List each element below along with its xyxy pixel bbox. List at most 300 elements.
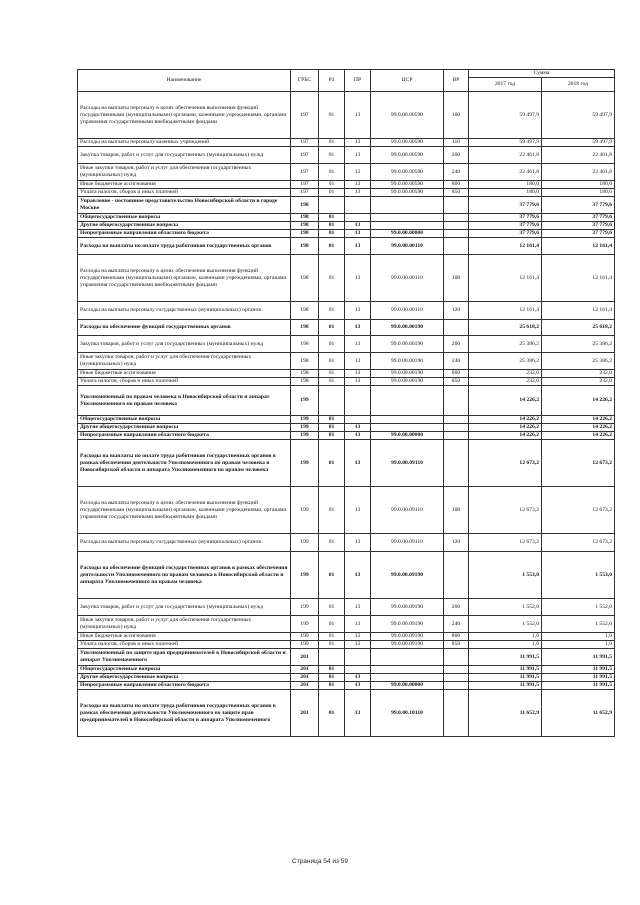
table-cell-rz: 01 bbox=[319, 238, 345, 255]
table-cell-vr bbox=[444, 222, 469, 230]
table-cell-grbs: 199 bbox=[291, 487, 319, 534]
header-vr: ВР bbox=[444, 70, 469, 92]
table-row bbox=[78, 666, 615, 674]
table-cell-name: Иные бюджетные ассигнования bbox=[78, 181, 291, 189]
table-row bbox=[78, 92, 615, 139]
table-cell-rz: 01 bbox=[319, 674, 345, 682]
table-cell-csr: 99.0.00.09190 bbox=[371, 616, 444, 633]
table-cell-csr: 99.0.00.09190 bbox=[371, 599, 444, 616]
table-cell-name: Расходы на обеспечение функций государственных органов bbox=[78, 320, 291, 336]
table-cell-pr: 13 bbox=[345, 353, 371, 370]
table-cell-pr: 13 bbox=[345, 189, 371, 197]
table-cell-vr: 120 bbox=[444, 302, 469, 320]
table-cell-grbs: 199 bbox=[291, 440, 319, 487]
table-cell-csr: 99.0.00.00110 bbox=[371, 302, 444, 320]
table-cell-pr: 13 bbox=[345, 255, 371, 302]
table-cell-pr: 13 bbox=[345, 552, 371, 599]
table-cell-2017: 37 779,6 bbox=[469, 197, 542, 214]
table-cell-vr bbox=[444, 440, 469, 487]
table-cell-grbs: 201 bbox=[291, 690, 319, 737]
table-cell-2018: 1 552,0 bbox=[542, 599, 615, 616]
table-cell-2017: 180,0 bbox=[469, 189, 542, 197]
table-row bbox=[78, 487, 615, 534]
table-cell-vr bbox=[444, 230, 469, 238]
table-cell-vr: 240 bbox=[444, 616, 469, 633]
table-cell-rz: 01 bbox=[319, 552, 345, 599]
table-row bbox=[78, 181, 615, 189]
table-cell-2018: 11 991,5 bbox=[542, 649, 615, 666]
table-row bbox=[78, 534, 615, 552]
table-cell-2017: 14 226,2 bbox=[469, 416, 542, 424]
table-cell-csr: 99.0.00.00000 bbox=[371, 432, 444, 440]
table-row bbox=[78, 616, 615, 633]
table-cell-pr: 13 bbox=[345, 302, 371, 320]
table-cell-name: Расходы на выплаты персоналу в целях обеспечения выполнения функций государственными (муниципальными) органами, казенными учреждениями, органами управления государственными внебюджетными фондами bbox=[78, 92, 291, 139]
table-cell-pr: 13 bbox=[345, 222, 371, 230]
table-cell-2017: 12 673,2 bbox=[469, 440, 542, 487]
table-row bbox=[78, 386, 615, 416]
table-cell-grbs: 198 bbox=[291, 238, 319, 255]
table-cell-2018: 14 226,2 bbox=[542, 386, 615, 416]
table-cell-name: Иные бюджетные ассигнования bbox=[78, 370, 291, 378]
table-cell-csr: 99.0.00.09110 bbox=[371, 487, 444, 534]
table-cell-rz: 01 bbox=[319, 255, 345, 302]
table-cell-2018: 11 652,9 bbox=[542, 690, 615, 737]
table-row bbox=[78, 320, 615, 336]
table-cell-csr: 99.0.00.09190 bbox=[371, 641, 444, 649]
table-cell-grbs: 197 bbox=[291, 139, 319, 147]
table-cell-csr bbox=[371, 666, 444, 674]
table-cell-name: Расходы на выплаты по оплате труда работников государственных органов в рамках обеспечения деятельности Уполномоченного по правам человека в Новосибирской области и аппарата Уполномоченного по правам человека bbox=[78, 440, 291, 487]
table-cell-grbs: 198 bbox=[291, 336, 319, 353]
table-row bbox=[78, 599, 615, 616]
table-cell-2017: 22 461,8 bbox=[469, 164, 542, 181]
table-cell-name: Непрограммные направления областного бюджета bbox=[78, 230, 291, 238]
table-cell-vr: 200 bbox=[444, 147, 469, 164]
table-cell-grbs: 197 bbox=[291, 181, 319, 189]
table-row bbox=[78, 378, 615, 386]
table-row bbox=[78, 302, 615, 320]
table-cell-2018: 59 497,9 bbox=[542, 92, 615, 139]
table-cell-pr bbox=[345, 649, 371, 666]
table-cell-2018: 25 386,2 bbox=[542, 336, 615, 353]
table-cell-pr bbox=[345, 197, 371, 214]
table-cell-name: Закупка товаров, работ и услуг для государственных (муниципальных) нужд bbox=[78, 599, 291, 616]
table-cell-2017: 1 553,0 bbox=[469, 552, 542, 599]
table-row bbox=[78, 416, 615, 424]
table-cell-name: Расходы на выплаты персоналу государственных (муниципальных) органов bbox=[78, 534, 291, 552]
table-cell-grbs: 199 bbox=[291, 633, 319, 641]
table-row bbox=[78, 255, 615, 302]
table-row bbox=[78, 238, 615, 255]
table-cell-2017: 232,0 bbox=[469, 378, 542, 386]
table-cell-grbs: 201 bbox=[291, 666, 319, 674]
budget-table bbox=[77, 69, 615, 737]
table-cell-name: Уплата налогов, сборов и иных платежей bbox=[78, 641, 291, 649]
table-cell-pr: 13 bbox=[345, 92, 371, 139]
table-cell-rz bbox=[319, 386, 345, 416]
table-cell-2018: 232,0 bbox=[542, 370, 615, 378]
table-cell-rz bbox=[319, 197, 345, 214]
table-cell-csr bbox=[371, 424, 444, 432]
table-cell-name: Иные закупки товаров, работ и услуг для обеспечения государственных (муниципальных) нужд bbox=[78, 353, 291, 370]
table-cell-csr: 99.0.00.09110 bbox=[371, 440, 444, 487]
table-cell-name: Расходы на выплаты персоналу в целях обеспечения выполнения функций государственными (муниципальными) органами, казенными учреждениями, органами управления государственными внебюджетными фондами bbox=[78, 487, 291, 534]
table-cell-rz: 01 bbox=[319, 378, 345, 386]
table-cell-rz: 01 bbox=[319, 92, 345, 139]
table-row bbox=[78, 230, 615, 238]
table-cell-vr: 850 bbox=[444, 641, 469, 649]
table-row bbox=[78, 682, 615, 690]
table-cell-grbs: 199 bbox=[291, 416, 319, 424]
table-cell-name: Уплата налогов, сборов и иных платежей bbox=[78, 189, 291, 197]
table-cell-name: Уплата налогов, сборов и иных платежей bbox=[78, 378, 291, 386]
table-cell-pr bbox=[345, 386, 371, 416]
table-cell-csr: 99.0.00.09190 bbox=[371, 633, 444, 641]
table-cell-pr: 13 bbox=[345, 238, 371, 255]
table-cell-grbs: 198 bbox=[291, 214, 319, 222]
table-cell-pr: 13 bbox=[345, 641, 371, 649]
header-2018: 2018 год bbox=[542, 78, 615, 92]
table-cell-2017: 59 497,9 bbox=[469, 139, 542, 147]
table-cell-rz: 01 bbox=[319, 599, 345, 616]
table-cell-vr bbox=[444, 649, 469, 666]
table-cell-pr: 13 bbox=[345, 633, 371, 641]
table-cell-2018: 1 553,0 bbox=[542, 552, 615, 599]
table-cell-2017: 37 779,6 bbox=[469, 222, 542, 230]
table-row bbox=[78, 552, 615, 599]
header-rz: РЗ bbox=[319, 70, 345, 92]
table-cell-2018: 12 161,4 bbox=[542, 255, 615, 302]
table-cell-csr: 99.0.00.00190 bbox=[371, 336, 444, 353]
table-cell-rz bbox=[319, 649, 345, 666]
table-row bbox=[78, 649, 615, 666]
table-cell-rz: 01 bbox=[319, 370, 345, 378]
table-cell-name: Расходы на выплаты по оплате труда работников государственных органов в рамках обеспечения деятельности Уполномоченного по защите прав предпринимателей в Новосибирской области и аппарата Уполномоченного bbox=[78, 690, 291, 737]
table-row bbox=[78, 633, 615, 641]
table-cell-grbs: 199 bbox=[291, 641, 319, 649]
table-cell-pr: 13 bbox=[345, 487, 371, 534]
table-cell-grbs: 198 bbox=[291, 353, 319, 370]
table-cell-name: Другие общегосударственные вопросы bbox=[78, 674, 291, 682]
table-cell-2018: 12 673,2 bbox=[542, 534, 615, 552]
table-cell-vr: 200 bbox=[444, 336, 469, 353]
table-cell-grbs: 201 bbox=[291, 674, 319, 682]
table-cell-2017: 1 552,0 bbox=[469, 599, 542, 616]
table-cell-grbs: 199 bbox=[291, 386, 319, 416]
table-cell-rz: 01 bbox=[319, 164, 345, 181]
table-cell-2017: 180,0 bbox=[469, 181, 542, 189]
table-cell-grbs: 198 bbox=[291, 302, 319, 320]
table-cell-grbs: 198 bbox=[291, 320, 319, 336]
table-cell-2018: 37 779,6 bbox=[542, 230, 615, 238]
table-cell-csr: 99.0.00.00000 bbox=[371, 230, 444, 238]
table-cell-csr bbox=[371, 416, 444, 424]
table-row bbox=[78, 189, 615, 197]
table-cell-vr bbox=[444, 552, 469, 599]
header-csr: ЦСР bbox=[371, 70, 444, 92]
table-cell-vr: 240 bbox=[444, 353, 469, 370]
table-cell-name: Общегосударственные вопросы bbox=[78, 666, 291, 674]
table-body bbox=[78, 92, 615, 737]
table-cell-2017: 1,0 bbox=[469, 641, 542, 649]
table-cell-csr bbox=[371, 197, 444, 214]
table-cell-2018: 37 779,6 bbox=[542, 222, 615, 230]
table-cell-csr: 99.0.00.00110 bbox=[371, 238, 444, 255]
table-cell-csr: 99.0.00.09110 bbox=[371, 534, 444, 552]
table-row bbox=[78, 424, 615, 432]
table-cell-rz: 01 bbox=[319, 214, 345, 222]
table-cell-name: Иные бюджетные ассигнования bbox=[78, 633, 291, 641]
table-cell-grbs: 201 bbox=[291, 649, 319, 666]
table-cell-grbs: 198 bbox=[291, 222, 319, 230]
table-cell-pr: 13 bbox=[345, 181, 371, 189]
table-cell-vr bbox=[444, 214, 469, 222]
document-page bbox=[77, 69, 614, 737]
table-cell-2018: 1 552,0 bbox=[542, 616, 615, 633]
table-cell-2017: 12 673,2 bbox=[469, 487, 542, 534]
table-cell-vr bbox=[444, 416, 469, 424]
table-cell-2017: 14 226,2 bbox=[469, 432, 542, 440]
header-grbs: ГРБС bbox=[291, 70, 319, 92]
table-cell-2017: 12 673,2 bbox=[469, 534, 542, 552]
table-cell-pr: 13 bbox=[345, 690, 371, 737]
table-cell-grbs: 201 bbox=[291, 682, 319, 690]
table-cell-csr: 99.0.00.00000 bbox=[371, 682, 444, 690]
page-number: Страница 54 из 59 bbox=[292, 858, 348, 865]
table-cell-rz: 01 bbox=[319, 230, 345, 238]
table-cell-name: Иные закупки товаров, работ и услуг для обеспечения государственных (муниципальных) нужд bbox=[78, 164, 291, 181]
table-cell-pr: 13 bbox=[345, 378, 371, 386]
table-cell-rz: 01 bbox=[319, 666, 345, 674]
table-cell-rz: 01 bbox=[319, 440, 345, 487]
table-cell-pr: 13 bbox=[345, 440, 371, 487]
table-cell-2017: 37 779,6 bbox=[469, 214, 542, 222]
table-row bbox=[78, 222, 615, 230]
table-cell-vr: 850 bbox=[444, 378, 469, 386]
table-cell-grbs: 197 bbox=[291, 92, 319, 139]
table-row bbox=[78, 440, 615, 487]
table-cell-name: Другие общегосударственные вопросы bbox=[78, 424, 291, 432]
table-cell-vr bbox=[444, 432, 469, 440]
table-cell-rz: 01 bbox=[319, 641, 345, 649]
table-cell-vr: 800 bbox=[444, 633, 469, 641]
table-cell-pr: 13 bbox=[345, 674, 371, 682]
table-cell-grbs: 199 bbox=[291, 534, 319, 552]
table-cell-name: Расходы на выплаты по оплате труда работников государственных органов bbox=[78, 238, 291, 255]
table-cell-pr: 13 bbox=[345, 230, 371, 238]
table-cell-csr: 99.0.00.00190 bbox=[371, 370, 444, 378]
table-cell-name: Закупка товаров, работ и услуг для государственных (муниципальных) нужд bbox=[78, 336, 291, 353]
table-cell-vr: 800 bbox=[444, 370, 469, 378]
table-cell-2018: 14 226,2 bbox=[542, 432, 615, 440]
table-cell-2018: 11 991,5 bbox=[542, 674, 615, 682]
table-cell-2017: 22 461,8 bbox=[469, 147, 542, 164]
table-cell-pr: 13 bbox=[345, 599, 371, 616]
table-cell-2018: 14 226,2 bbox=[542, 424, 615, 432]
table-cell-pr: 13 bbox=[345, 320, 371, 336]
table-cell-2018: 59 497,9 bbox=[542, 139, 615, 147]
table-cell-vr: 120 bbox=[444, 534, 469, 552]
table-cell-name: Расходы на выплаты персоналу в целях обеспечения выполнения функций государственными (муниципальными) органами, казенными учреждениями, органами управления государственными внебюджетными фондами bbox=[78, 255, 291, 302]
table-cell-2018: 1,0 bbox=[542, 641, 615, 649]
table-cell-csr bbox=[371, 386, 444, 416]
table-cell-2017: 12 161,4 bbox=[469, 255, 542, 302]
table-cell-vr: 100 bbox=[444, 92, 469, 139]
header-pr: ПР bbox=[345, 70, 371, 92]
table-cell-name: Расходы на выплаты персоналу государственных (муниципальных) органов bbox=[78, 302, 291, 320]
table-cell-vr bbox=[444, 674, 469, 682]
table-cell-csr bbox=[371, 674, 444, 682]
table-cell-2018: 12 161,4 bbox=[542, 238, 615, 255]
table-cell-rz: 01 bbox=[319, 633, 345, 641]
table-cell-vr: 110 bbox=[444, 139, 469, 147]
table-cell-name: Непрограммные направления областного бюджета bbox=[78, 682, 291, 690]
table-cell-csr: 99.0.00.00590 bbox=[371, 189, 444, 197]
table-cell-rz: 01 bbox=[319, 302, 345, 320]
header-name: Наименование bbox=[78, 70, 291, 92]
table-cell-2018: 37 779,6 bbox=[542, 197, 615, 214]
table-cell-csr: 99.0.00.00590 bbox=[371, 139, 444, 147]
table-cell-name: Общегосударственные вопросы bbox=[78, 416, 291, 424]
table-cell-2018: 12 673,2 bbox=[542, 440, 615, 487]
table-cell-2018: 180,0 bbox=[542, 189, 615, 197]
table-cell-vr bbox=[444, 197, 469, 214]
table-cell-2017: 11 991,5 bbox=[469, 649, 542, 666]
table-cell-2018: 180,0 bbox=[542, 181, 615, 189]
table-cell-rz: 01 bbox=[319, 189, 345, 197]
table-cell-vr: 240 bbox=[444, 164, 469, 181]
table-cell-csr: 99.0.00.00190 bbox=[371, 378, 444, 386]
table-cell-2017: 11 991,5 bbox=[469, 674, 542, 682]
table-cell-csr: 99.0.00.10110 bbox=[371, 690, 444, 737]
table-cell-pr bbox=[345, 416, 371, 424]
table-cell-grbs: 199 bbox=[291, 616, 319, 633]
table-cell-pr: 13 bbox=[345, 370, 371, 378]
table-row bbox=[78, 336, 615, 353]
table-cell-csr: 99.0.00.00190 bbox=[371, 320, 444, 336]
table-cell-rz: 01 bbox=[319, 139, 345, 147]
table-cell-pr: 13 bbox=[345, 682, 371, 690]
table-row bbox=[78, 197, 615, 214]
table-cell-2018: 37 779,6 bbox=[542, 214, 615, 222]
table-cell-vr bbox=[444, 320, 469, 336]
table-cell-rz: 01 bbox=[319, 222, 345, 230]
table-cell-2017: 25 386,2 bbox=[469, 336, 542, 353]
table-cell-pr: 13 bbox=[345, 336, 371, 353]
table-cell-pr: 13 bbox=[345, 432, 371, 440]
table-cell-pr: 13 bbox=[345, 534, 371, 552]
table-cell-name: Непрограммные направления областного бюджета bbox=[78, 432, 291, 440]
table-cell-csr: 99.0.00.00190 bbox=[371, 353, 444, 370]
table-row bbox=[78, 674, 615, 682]
table-cell-vr: 100 bbox=[444, 255, 469, 302]
table-cell-csr bbox=[371, 214, 444, 222]
table-cell-vr: 850 bbox=[444, 189, 469, 197]
table-cell-csr: 99.0.00.00590 bbox=[371, 164, 444, 181]
table-cell-2017: 59 497,9 bbox=[469, 92, 542, 139]
table-cell-grbs: 197 bbox=[291, 164, 319, 181]
table-cell-pr: 13 bbox=[345, 424, 371, 432]
table-cell-vr bbox=[444, 682, 469, 690]
table-cell-2018: 12 673,2 bbox=[542, 487, 615, 534]
table-cell-vr bbox=[444, 386, 469, 416]
table-cell-2017: 1,0 bbox=[469, 633, 542, 641]
table-cell-rz: 01 bbox=[319, 432, 345, 440]
table-row bbox=[78, 641, 615, 649]
header-sum: Сумма bbox=[469, 70, 615, 78]
table-row bbox=[78, 164, 615, 181]
table-cell-rz: 01 bbox=[319, 416, 345, 424]
table-cell-2017: 25 618,2 bbox=[469, 320, 542, 336]
table-cell-2017: 11 991,5 bbox=[469, 666, 542, 674]
table-cell-pr: 13 bbox=[345, 139, 371, 147]
table-cell-2018: 1,0 bbox=[542, 633, 615, 641]
table-cell-2017: 37 779,6 bbox=[469, 230, 542, 238]
table-cell-2018: 11 991,5 bbox=[542, 666, 615, 674]
table-cell-2018: 12 161,4 bbox=[542, 302, 615, 320]
table-cell-csr: 99.0.00.00110 bbox=[371, 255, 444, 302]
table-cell-pr: 13 bbox=[345, 616, 371, 633]
table-cell-csr bbox=[371, 649, 444, 666]
table-cell-grbs: 198 bbox=[291, 370, 319, 378]
table-cell-name: Расходы на обеспечение функций государственных органов в рамках обеспечения деятельности Уполномоченного по правам человека в Новосибирской области и аппарата Уполномоченного по правам человека bbox=[78, 552, 291, 599]
table-cell-rz: 01 bbox=[319, 424, 345, 432]
table-row bbox=[78, 432, 615, 440]
table-cell-name: Уполномоченный по защите прав предпринимателей в Новосибирской области и аппарат Уполномоченного bbox=[78, 649, 291, 666]
table-cell-2017: 25 386,2 bbox=[469, 353, 542, 370]
table-row bbox=[78, 690, 615, 737]
table-cell-name: Общегосударственные вопросы bbox=[78, 214, 291, 222]
table-cell-name: Расходы на выплаты персоналу казенных учреждений bbox=[78, 139, 291, 147]
table-cell-name: Уполномоченный по правам человека в Новосибирской области и аппарат Уполномоченного по правам человека bbox=[78, 386, 291, 416]
table-cell-rz: 01 bbox=[319, 616, 345, 633]
table-cell-2018: 22 461,8 bbox=[542, 164, 615, 181]
table-cell-pr bbox=[345, 214, 371, 222]
table-cell-rz: 01 bbox=[319, 336, 345, 353]
table-cell-rz: 01 bbox=[319, 487, 345, 534]
table-cell-2018: 25 618,2 bbox=[542, 320, 615, 336]
table-cell-grbs: 199 bbox=[291, 552, 319, 599]
table-cell-pr bbox=[345, 666, 371, 674]
table-cell-rz: 01 bbox=[319, 181, 345, 189]
table-cell-2017: 232,0 bbox=[469, 370, 542, 378]
table-cell-csr bbox=[371, 222, 444, 230]
table-cell-2017: 1 552,0 bbox=[469, 616, 542, 633]
table-cell-rz: 01 bbox=[319, 320, 345, 336]
table-cell-vr bbox=[444, 690, 469, 737]
table-cell-name: Управление - постоянное представительство Новосибирской области в городе Москве bbox=[78, 197, 291, 214]
table-cell-rz: 01 bbox=[319, 682, 345, 690]
table-cell-2018: 11 991,5 bbox=[542, 682, 615, 690]
table-cell-2018: 25 386,2 bbox=[542, 353, 615, 370]
header-2017: 2017 год bbox=[469, 78, 542, 92]
table-cell-2017: 12 161,4 bbox=[469, 238, 542, 255]
table-cell-csr: 99.0.00.00590 bbox=[371, 181, 444, 189]
table-cell-grbs: 199 bbox=[291, 599, 319, 616]
table-cell-vr: 200 bbox=[444, 599, 469, 616]
table-cell-vr bbox=[444, 238, 469, 255]
table-cell-2018: 22 461,8 bbox=[542, 147, 615, 164]
table-row bbox=[78, 353, 615, 370]
table-cell-grbs: 199 bbox=[291, 432, 319, 440]
table-cell-vr: 800 bbox=[444, 181, 469, 189]
table-cell-2017: 14 226,2 bbox=[469, 386, 542, 416]
table-cell-grbs: 198 bbox=[291, 230, 319, 238]
table-cell-grbs: 198 bbox=[291, 197, 319, 214]
table-cell-grbs: 198 bbox=[291, 378, 319, 386]
table-cell-vr bbox=[444, 424, 469, 432]
